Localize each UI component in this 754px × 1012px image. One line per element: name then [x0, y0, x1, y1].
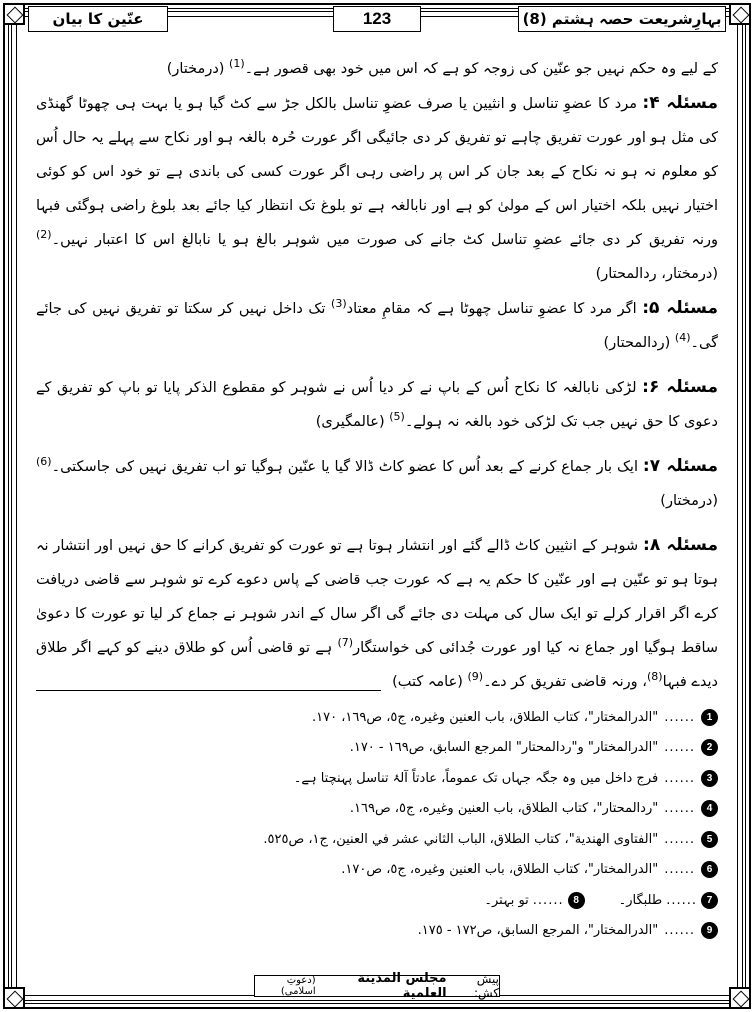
- footnote-text: "الدرالمختار"، المرجع السابق، ص١٧٢ - ١٧٥.: [417, 923, 659, 939]
- footnote-item: 6 ...... "الدرالمختار"، كتاب الطلاق، باب العنين وغيره، ج٥، ص١٧٠.: [36, 855, 718, 886]
- corner-ornament-top-left: [3, 3, 25, 25]
- main-text: [36, 52, 718, 699]
- footnote-number: 4: [701, 800, 718, 817]
- footnote-number: 2: [701, 739, 718, 756]
- footnote-marker[interactable]: (9): [467, 670, 484, 684]
- presented-by-label: پیش کش:: [473, 972, 499, 1000]
- header-page-number: 123: [333, 6, 421, 32]
- footnote-number: 1: [701, 709, 718, 726]
- footnote-number: 5: [701, 831, 718, 848]
- footnote-text: "ردالمحتار"، كتاب الطلاق، باب العنين وغيره، ج٥، ص١٦٩.: [349, 801, 659, 817]
- publisher-name: مجلس المدينة العلمية: [357, 971, 447, 1001]
- intro-paragraph: کے لیے وہ حکم نہیں جو عنّین کی زوجہ کو ہے کہ اس میں خود بھی قصور ہے۔$^{(1)}$ (درمختار): [166, 57, 718, 77]
- masala-4: مسئلہ ۴: مرد کا عضوِ تناسل و انثیین یا صرف عضوِ تناسل بالکل جڑ سے کٹ گیا ہو یا بہت ہی چھوٹا گھنڈی کی مثل ہو اور عورت تفریق چاہے تو تفریق کر دی جائیگی اگر عورت حُرہ بالغہ ہو اور نکاح سے پہلے یہ حال اُس کو معلوم نہ ہو نہ نکاح کے بعد جان کر اس پر راضی رہی اگر عورت کسی کی باندی ہے تو خود اس کو کوئی اختیار نہیں بلکہ اختیار اس کے مولیٰ کو ہے اور نابالغہ ہے تو بلوغ تک انتظار کیا جائے بعد بلوغ راضی ہوگئی فبہا ورنہ تفریق کر دی جائے عضوِ تناسل کٹ جانے کی صورت میں شوہر بالغ ہو یا نابالغ اس کا اعتبار نہیں۔$^{(2)}$ (درمختار، ردالمحتار): [36, 93, 718, 282]
- footnote-text: "الدرالمختار"، كتاب الطلاق، باب العنين وغيره، ج٥، ص١٧٠.: [341, 862, 659, 878]
- header-book-title: بہارِشریعت حصہ ہشتم (8): [518, 6, 726, 32]
- footnote-text: "الفتاوى الهندية"، كتاب الطلاق، الباب الثاني عشر في العنين، ج١، ص٥٢٥.: [263, 831, 659, 847]
- masala-8: مسئلہ ۸: شوہر کے انثیین کاٹ ڈالے گئے اور انتشار ہوتا ہے تو عورت کو تفریق کرانے کا حق نہیں اور انتشار نہ ہوتا ہو تو عنّین ہے اور عنّین کا حکم یہ ہے کہ عورت جب قاضی کے پاس دعوے کرے تو شوہر سے قاضی دریافت کرے اگر اقرار کرلے تو ایک سال کی مہلت دی جائے گی اگر سال کے اندر شوہر نے جماع کر لیا تو عورت کا دعویٰ ساقط ہوگیا اور جماع نہ کیا اور عورت جُدائی کی خواستگار$^{(7)}$ ہے تو قاضی اُس کو طلاق دینے کو کہے اگر طلاق دیدے فبہا$^{(8)}$، ورنہ قاضی تفریق کر دے۔$^{(9)}$ (عامہ کتب): [36, 535, 719, 690]
- footnote-text: فرج داخل میں وہ جگہ جہاں تک عموماً، عادتاً آلۂ تناسل پہنچتا ہے۔: [293, 770, 659, 786]
- corner-ornament-bottom-left: [3, 987, 25, 1009]
- footnote-item: 1 ...... "الدرالمختار"، كتاب الطلاق، باب العنين وغيره، ج٥، ص١٦٩، ١٧٠.: [36, 702, 718, 733]
- footnote-item: 3 ...... فرج داخل میں وہ جگہ جہاں تک عموماً، عادتاً آلۂ تناسل پہنچتا ہے۔: [36, 763, 718, 794]
- footnote-item: 5 ...... "الفتاوى الهندية"، كتاب الطلاق، الباب الثاني عشر في العنين، ج١، ص٥٢٥.: [36, 824, 718, 855]
- corner-ornament-top-right: [729, 3, 751, 25]
- masala-label: مسئلہ ۷:: [642, 456, 718, 476]
- source-reference: (عالمگیری): [315, 414, 385, 430]
- corner-ornament-bottom-right: [729, 987, 751, 1009]
- footnote-number: 8: [568, 892, 585, 909]
- footnotes: [36, 702, 718, 946]
- masala-6: مسئلہ ۶: لڑکی نابالغہ کا نکاح اُس کے باپ نے کر دیا اُس نے شوہر کو مقطوع الذکر پایا تو باپ کو تفریق کے دعوی کا حق نہیں جب تک لڑکی خود بالغہ نہ ہولے۔$^{(5)}$ (عالمگیری): [36, 377, 718, 430]
- masala-7: مسئلہ ۷: ایک بار جماع کرنے کے بعد اُس کا عضو کاٹ ڈالا گیا یا عنّین ہوگیا تو اب تفریق نہیں کی جاسکتی۔$^{(6)}$ (درمختار): [36, 455, 718, 509]
- footnote-item: 9 ...... "الدرالمختار"، المرجع السابق، ص١٧٢ - ١٧٥.: [36, 916, 718, 947]
- footnote-marker[interactable]: (1): [229, 57, 245, 71]
- footnote-marker[interactable]: (6): [36, 455, 52, 469]
- masala-label: مسئلہ ۵:: [642, 298, 718, 318]
- source-reference: (درمختار): [660, 493, 718, 509]
- footnote-text: تو بہتر۔: [484, 892, 529, 908]
- footnote-marker[interactable]: (5): [389, 410, 405, 424]
- footnote-separator: [36, 690, 381, 691]
- footnote-item: 2 ...... "الدرالمختار" و"ردالمحتار" المرجع السابق، ص١٦٩ - ١٧٠.: [36, 733, 718, 764]
- masala-5: مسئلہ ۵: اگر مرد کا عضوِ تناسل چھوٹا ہے کہ مقامِ معتاد$^{(3)}$ تک داخل نہیں کر سکتا تو تفریق نہیں کی جائے گی۔$^{(4)}$ (ردالمحتار): [36, 297, 718, 351]
- footnote-text: "الدرالمختار" و"ردالمحتار" المرجع السابق، ص١٦٩ - ١٧٠.: [349, 740, 659, 756]
- footnote-marker[interactable]: (4): [674, 331, 691, 345]
- footnote-marker[interactable]: (7): [337, 636, 354, 650]
- source-reference: (درمختار): [166, 61, 225, 77]
- footnote-number: 9: [701, 922, 718, 939]
- footnote-marker[interactable]: (8): [646, 670, 663, 684]
- masala-label: مسئلہ ۸:: [643, 535, 719, 555]
- footnote-item: 4 ...... "ردالمحتار"، كتاب الطلاق، باب العنين وغيره، ج٥، ص١٦٩.: [36, 794, 718, 825]
- footnote-text: طلبگار۔: [618, 892, 663, 908]
- header-chapter-title: عنّین کا بیان: [28, 6, 168, 32]
- footnote-text: "الدرالمختار"، كتاب الطلاق، باب العنين وغيره، ج٥، ص١٦٩، ١٧٠.: [311, 709, 659, 725]
- footnote-number: 3: [701, 770, 718, 787]
- masala-label: مسئلہ ۶:: [642, 377, 718, 397]
- footnote-marker[interactable]: (2): [36, 228, 52, 242]
- masala-label: مسئلہ ۴:: [642, 93, 718, 113]
- publisher-footer: [254, 971, 500, 1001]
- source-reference: (ردالمحتار): [603, 335, 671, 351]
- footnote-number: 6: [701, 861, 718, 878]
- publisher-subtitle: (دعوتِ اسلامی): [280, 975, 316, 997]
- footnote-marker[interactable]: (3): [331, 297, 347, 311]
- footnote-item-pair: 7 ...... طلبگار۔ 8 ...... تو بہتر۔: [36, 885, 718, 916]
- source-reference: (درمختار، ردالمحتار): [595, 266, 718, 282]
- footnote-number: 7: [701, 892, 718, 909]
- source-reference: (عامہ کتب): [392, 674, 463, 690]
